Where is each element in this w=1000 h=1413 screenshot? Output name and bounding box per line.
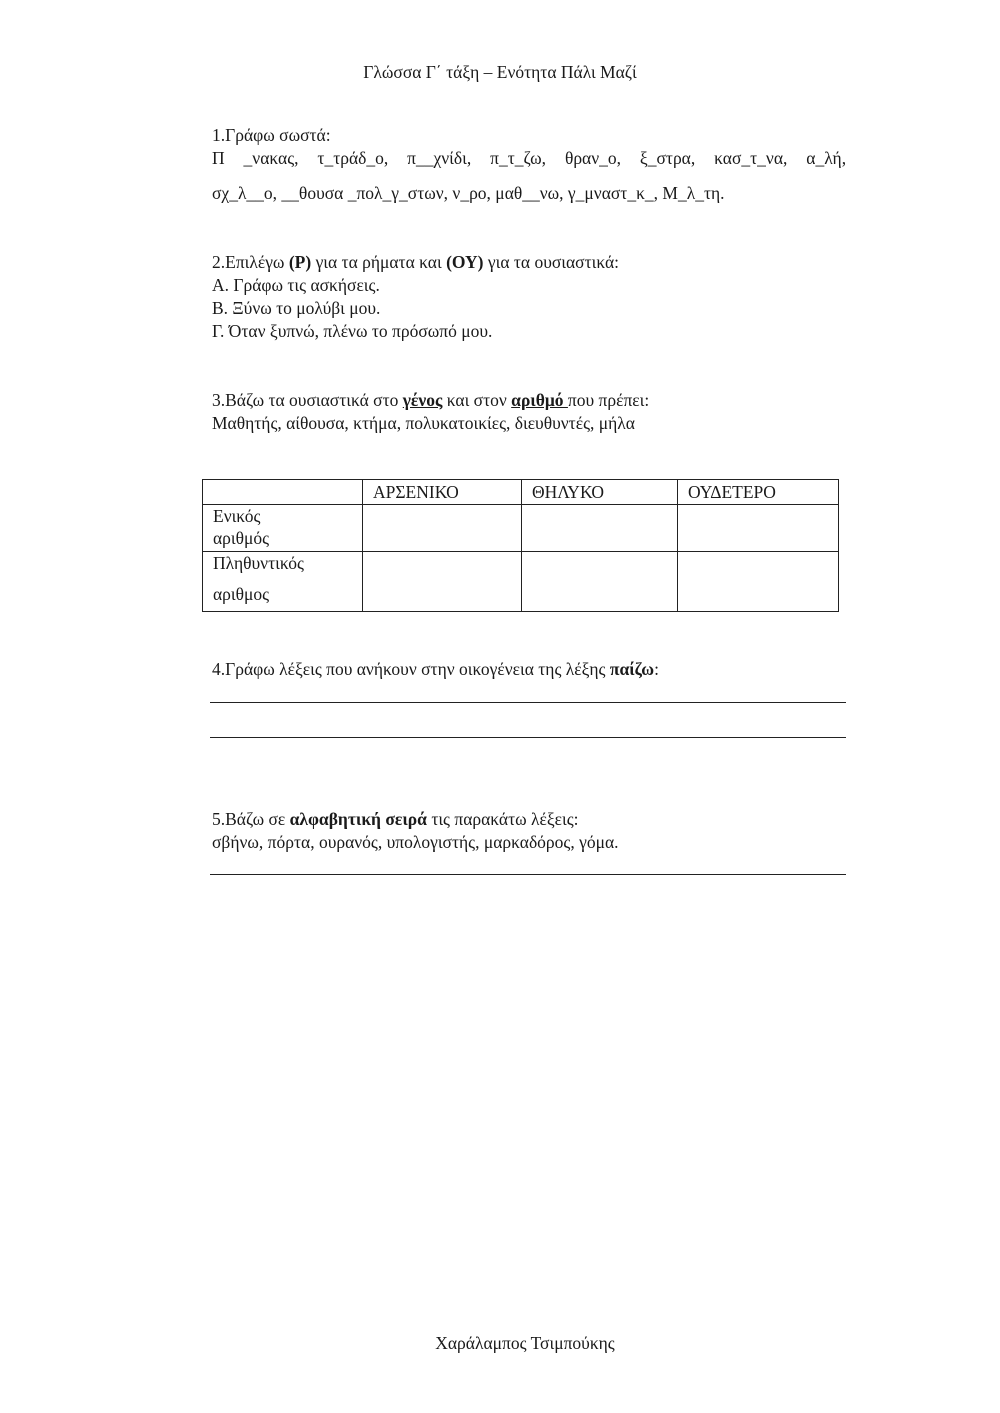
answer-cell[interactable] <box>363 552 522 612</box>
table-header-neuter: ΟΥΔΕΤΕΡΟ <box>678 480 839 505</box>
q1-word: ξ_στρα, <box>639 148 696 168</box>
table-row-plural <box>203 552 839 612</box>
page-header: Γλώσσα Γ΄ τάξη – Ενότητα Πάλι Μαζί <box>363 62 637 82</box>
q1-word: τ_τράδ_ο, <box>317 148 389 168</box>
answer-cell[interactable] <box>678 552 839 612</box>
page-footer-author: Χαράλαμπος Τσιμπούκης <box>435 1333 615 1353</box>
q5-words: σβήνω, πόρτα, ουρανός, υπολογιστής, μαρκαδόρος, γόμα. <box>212 832 619 852</box>
gender-number-table <box>202 479 839 612</box>
q4-answer-line-1[interactable] <box>210 702 846 703</box>
q4-answer-line-2[interactable] <box>210 737 846 738</box>
q1-line1 <box>212 148 846 169</box>
table-header-feminine: ΘΗΛΥΚΟ <box>522 480 678 505</box>
q1-word: Π _νακας, <box>212 148 299 168</box>
row-label-singular: Ενικός αριθμός <box>203 505 363 552</box>
q1-title: 1.Γράφω σωστά: <box>212 125 331 145</box>
table-header-masculine: ΑΡΣΕΝΙΚΟ <box>363 480 522 505</box>
answer-cell[interactable] <box>363 505 522 552</box>
q1-word: π__χνίδι, <box>407 148 472 168</box>
q4-title: 4.Γράφω λέξεις που ανήκουν στην οικογένεια της λέξης παίζω: <box>212 659 659 679</box>
q2-item-c: Γ. Όταν ξυπνώ, πλένω το πρόσωπό μου. <box>212 321 493 341</box>
q2-title: 2.Επιλέγω (Ρ) για τα ρήματα και (ΟΥ) για τα ουσιαστικά: <box>212 252 620 272</box>
q1-line2: σχ_λ__ο, __θουσα _πολ_γ_στων, ν_ρο, μαθ__νω, γ_μναστ_κ_, Μ_λ_τη. <box>212 183 725 203</box>
q1-word: θραν_ο, <box>564 148 622 168</box>
answer-cell[interactable] <box>522 505 678 552</box>
answer-cell[interactable] <box>678 505 839 552</box>
q3-words: Μαθητής, αίθουσα, κτήμα, πολυκατοικίες, διευθυντές, μήλα <box>212 413 635 433</box>
q2-item-b: Β. Ξύνω το μολύβι μου. <box>212 298 381 318</box>
q1-word: π_τ_ζω, <box>490 148 547 168</box>
q1-word: κασ_τ_να, <box>714 148 788 168</box>
q3-title: 3.Βάζω τα ουσιαστικά στο γένος και στον αριθμό που πρέπει: <box>212 390 650 410</box>
q5-title: 5.Βάζω σε αλφαβητική σειρά τις παρακάτω λέξεις: <box>212 809 579 829</box>
table-header-empty <box>203 480 363 505</box>
table-header-row <box>203 480 839 505</box>
q2-item-a: Α. Γράφω τις ασκήσεις. <box>212 275 380 295</box>
q1-word: α_λή, <box>806 148 847 168</box>
answer-cell[interactable] <box>522 552 678 612</box>
row-label-plural: Πληθυντικός αριθμος <box>203 552 363 612</box>
q5-answer-line[interactable] <box>210 874 846 875</box>
table-row-singular <box>203 505 839 552</box>
